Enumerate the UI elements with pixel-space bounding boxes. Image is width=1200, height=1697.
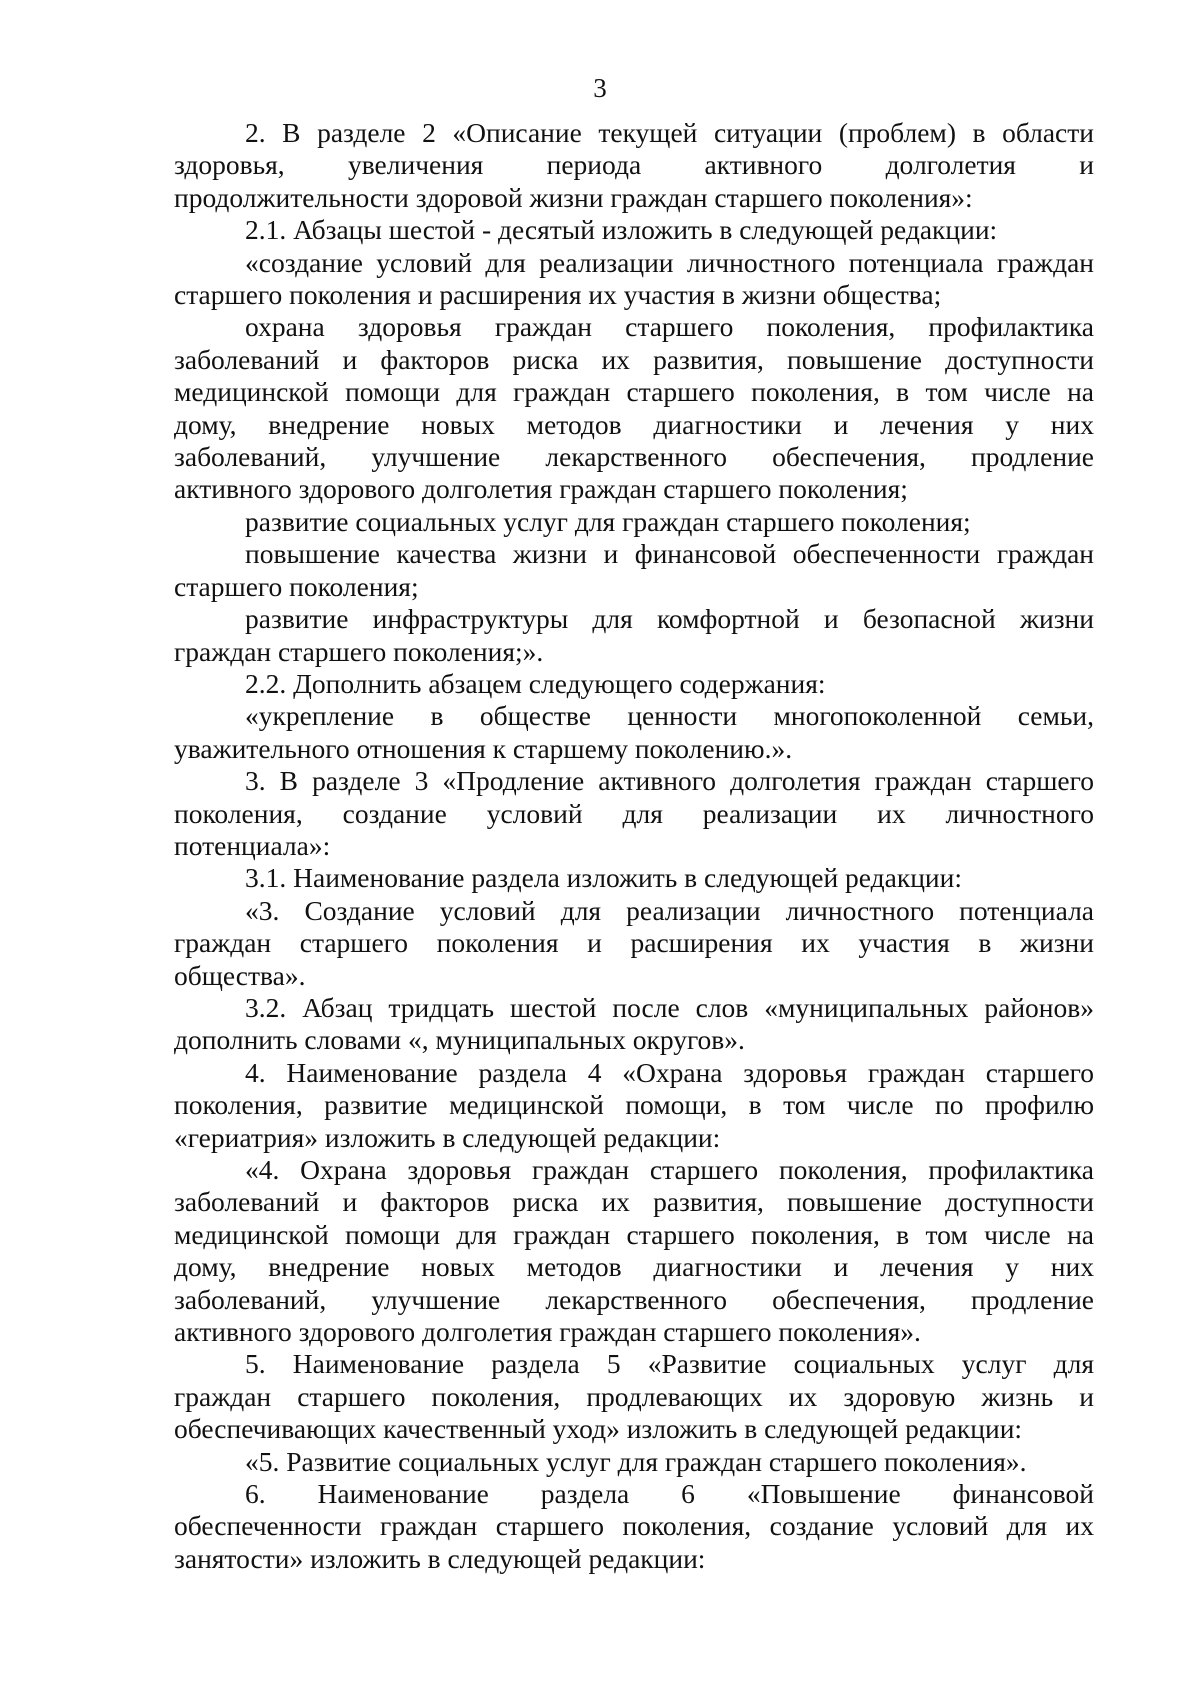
text-line: уважительного отношения к старшему поколению.». xyxy=(174,732,793,764)
text-line: «укрепление в обществе ценности многопоколенной семьи, xyxy=(245,700,1094,732)
page-number: 3 xyxy=(593,73,607,103)
text-line: медицинской помощи для граждан старшего поколения, в том числе на xyxy=(174,376,1094,408)
text-line: общества». xyxy=(174,959,306,991)
text-line: 2.1. Абзацы шестой - десятый изложить в следующей редакции: xyxy=(245,214,998,246)
text-line: обеспечивающих качественный уход» изложить в следующей редакции: xyxy=(174,1413,1023,1445)
text-line: граждан старшего поколения, продлевающих их здоровую жизнь и xyxy=(174,1380,1094,1412)
text-line: дополнить словами «, муниципальных округов». xyxy=(174,1024,745,1056)
paragraph xyxy=(174,311,1094,505)
text-line: 5. Наименование раздела 5 «Развитие социальных услуг для xyxy=(245,1348,1094,1380)
text-line: поколения, создание условий для реализации их личностного xyxy=(174,797,1094,829)
text-line: 3.2. Абзац тридцать шестой после слов «муниципальных районов» xyxy=(245,991,1094,1023)
text-line: продолжительности здоровой жизни граждан старшего поколения»: xyxy=(174,181,973,213)
paragraph xyxy=(174,1446,1094,1478)
paragraph xyxy=(174,862,1094,894)
paragraph xyxy=(174,700,1094,765)
text-line: заболеваний, улучшение лекарственного обеспечения, продление xyxy=(174,1283,1094,1315)
text-line: 4. Наименование раздела 4 «Охрана здоровья граждан старшего xyxy=(245,1056,1094,1088)
text-line: дому, внедрение новых методов диагностики и лечения у них xyxy=(174,408,1094,440)
text-line: 2. В разделе 2 «Описание текущей ситуации (проблем) в области xyxy=(245,117,1094,148)
paragraph xyxy=(174,1057,1094,1154)
paragraph xyxy=(174,668,1094,700)
text-line: 2.2. Дополнить абзацем следующего содержания: xyxy=(245,667,826,699)
text-line: поколения, развитие медицинской помощи, в том числе по профилю xyxy=(174,1089,1094,1121)
text-line: развитие инфраструктуры для комфортной и безопасной жизни xyxy=(245,603,1094,635)
paragraph xyxy=(174,538,1094,603)
text-line: охрана здоровья граждан старшего поколения, профилактика xyxy=(245,311,1094,343)
paragraph xyxy=(174,247,1094,312)
paragraph xyxy=(174,765,1094,862)
text-line: заболеваний и факторов риска их развития, повышение доступности xyxy=(174,1186,1094,1218)
text-line: «гериатрия» изложить в следующей редакции: xyxy=(174,1121,721,1153)
text-line: здоровья, увеличения периода активного долголетия и xyxy=(174,149,1094,181)
paragraph xyxy=(174,603,1094,668)
text-line: повышение качества жизни и финансовой обеспеченности граждан xyxy=(245,538,1094,570)
paragraph xyxy=(174,506,1094,538)
text-line: граждан старшего поколения;». xyxy=(174,635,544,667)
text-line: старшего поколения; xyxy=(174,570,419,602)
text-line: 3.1. Наименование раздела изложить в следующей редакции: xyxy=(245,862,963,894)
document-body xyxy=(174,117,1094,1575)
text-line: активного здорового долголетия граждан старшего поколения». xyxy=(174,1316,921,1348)
text-line: медицинской помощи для граждан старшего поколения, в том числе на xyxy=(174,1218,1094,1250)
text-line: обеспеченности граждан старшего поколения, создание условий для их xyxy=(174,1510,1094,1542)
text-line: потенциала»: xyxy=(174,829,331,861)
text-line: 6. Наименование раздела 6 «Повышение финансовой xyxy=(245,1478,1094,1510)
text-line: «3. Создание условий для реализации личностного потенциала xyxy=(245,894,1094,926)
paragraph xyxy=(174,1154,1094,1348)
paragraph xyxy=(174,117,1094,214)
paragraph xyxy=(174,1478,1094,1575)
text-line: «создание условий для реализации личностного потенциала граждан xyxy=(245,246,1094,278)
text-line: заболеваний и факторов риска их развития, повышение доступности xyxy=(174,343,1094,375)
paragraph xyxy=(174,895,1094,992)
paragraph xyxy=(174,214,1094,246)
text-line: активного здорового долголетия граждан старшего поколения; xyxy=(174,473,908,505)
text-line: «4. Охрана здоровья граждан старшего поколения, профилактика xyxy=(245,1154,1094,1185)
text-line: 3. В разделе 3 «Продление активного долголетия граждан старшего xyxy=(245,765,1094,797)
text-line: граждан старшего поколения и расширения их участия в жизни xyxy=(174,927,1094,959)
paragraph xyxy=(174,1348,1094,1445)
text-line: занятости» изложить в следующей редакции: xyxy=(174,1542,706,1574)
text-line: развитие социальных услуг для граждан старшего поколения; xyxy=(245,505,971,537)
text-line: заболеваний, улучшение лекарственного обеспечения, продление xyxy=(174,441,1094,473)
text-line: старшего поколения и расширения их участия в жизни общества; xyxy=(174,279,942,311)
paragraph xyxy=(174,992,1094,1057)
text-line: «5. Развитие социальных услуг для граждан старшего поколения». xyxy=(245,1445,1027,1477)
text-line: дому, внедрение новых методов диагностики и лечения у них xyxy=(174,1251,1094,1283)
